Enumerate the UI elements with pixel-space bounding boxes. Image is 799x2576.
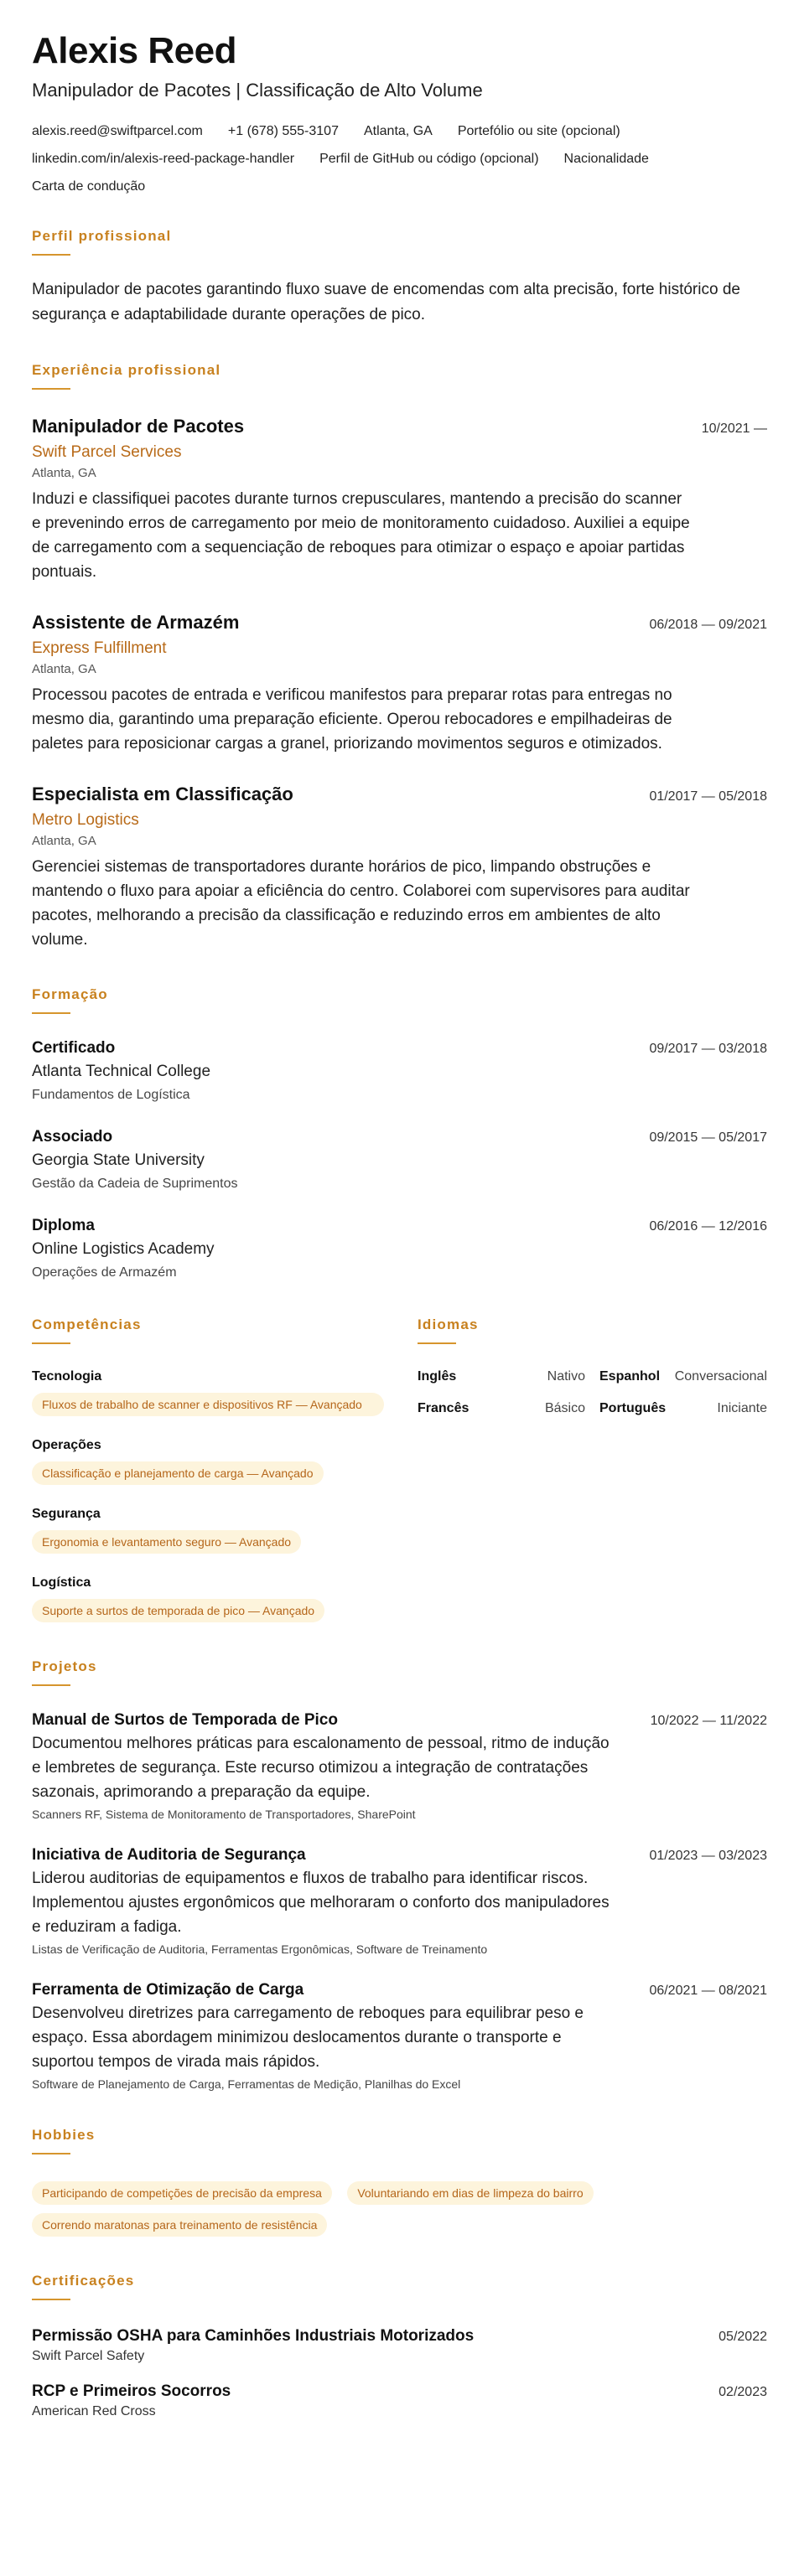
education-school: Georgia State University: [32, 1151, 205, 1169]
section-divider: [32, 1684, 70, 1686]
language-name: Espanhol: [599, 1369, 661, 1384]
certification-name: Permissão OSHA para Caminhões Industriais Motorizados: [32, 2327, 475, 2345]
section-title: Idiomas: [418, 1316, 479, 1332]
project-name: Iniciativa de Auditoria de Segurança: [32, 1846, 306, 1864]
hobbies-list: [32, 2173, 767, 2237]
candidate-headline: Manipulador de Pacotes | Classificação de Alto Volume: [32, 80, 483, 101]
language-level: Conversacional: [674, 1369, 767, 1384]
summary-section: [32, 227, 767, 328]
job-description: Gerenciei sistemas de transportadores durante horários de pico, limpando obstruções e mantendo o fluxo para apoiar a eficiência do centro. Colaborei com supervisores para auditar pacotes, melhorando a precisão da classificação e reduzindo erros em ambientes de alto volume.: [32, 858, 690, 949]
job-location: Atlanta, GA: [32, 466, 96, 480]
contact-linkedin[interactable]: linkedin.com/in/alexis-reed-package-handler: [32, 152, 295, 166]
summary-text: Manipulador de pacotes garantindo fluxo suave de encomendas com alta precisão, forte histórico de segurança e adaptabilidade durante operações de pico.: [32, 281, 740, 323]
contact-info: [32, 117, 767, 200]
skills-languages-row: [32, 1316, 767, 1622]
section-divider: [32, 2299, 70, 2300]
job-description: Processou pacotes de entrada e verificou manifestos para preparar rotas para entregas no mesmo dia, garantindo uma preparação eficiente. Operou rebocadores e empilhadeiras de paletes para reposicionar cargas a granel, priorizando movimentos seguros e otimizados.: [32, 686, 672, 753]
section-title: Hobbies: [32, 2127, 96, 2143]
education-dates: 06/2016 — 12/2016: [649, 1219, 767, 1234]
skill-group: [32, 1575, 418, 1622]
certifications-section: [32, 2272, 767, 2419]
certification-date: 02/2023: [719, 2385, 767, 2399]
job-location: Atlanta, GA: [32, 834, 96, 848]
job-dates: 01/2017 — 05/2018: [649, 789, 767, 804]
job-description: Induzi e classifiquei pacotes durante turnos crepusculares, mantendo a precisão do scanner e prevenindo erros de carregamento por meio de monitoramento cuidadoso. Auxiliei a equipe de carregamento com a sequenciação de reboques para otimizar o espaço e apoiar partidas pontuais.: [32, 490, 690, 581]
project-description: Liderou auditorias de equipamentos e fluxos de trabalho para identificar riscos. Implementou ajustes ergonômicos que melhoraram o conforto dos manipuladores e reduziram a fadiga.: [32, 1870, 610, 1936]
job-title: Especialista em Classificação: [32, 784, 293, 804]
contact-email[interactable]: alexis.reed@swiftparcel.com: [32, 124, 203, 138]
education-dates: 09/2017 — 03/2018: [649, 1042, 767, 1056]
job-title: Assistente de Armazém: [32, 612, 240, 633]
skill-tag: Classificação e planejamento de carga — Avançado: [32, 1461, 324, 1485]
project-description: Desenvolveu diretrizes para carregamento de reboques para equilibrar peso e espaço. Essa abordagem minimizou deslocamentos durante o transporte e suportou tempos de virada mais rápidos.: [32, 2004, 584, 2071]
education-degree: Associado: [32, 1128, 113, 1146]
project-dates: 06/2021 — 08/2021: [649, 1984, 767, 1998]
certification-date: 05/2022: [719, 2330, 767, 2344]
hobby-tag: Voluntariando em dias de limpeza do bairro: [347, 2181, 593, 2205]
contact-github[interactable]: Perfil de GitHub ou código (opcional): [319, 152, 539, 166]
experience-section: [32, 361, 767, 952]
experience-item: [32, 611, 767, 756]
hobby-tag: Participando de competições de precisão da empresa: [32, 2181, 332, 2205]
section-title: Formação: [32, 986, 108, 1002]
project-tools: Listas de Verificação de Auditoria, Ferramentas Ergonômicas, Software de Treinamento: [32, 1942, 488, 1956]
section-divider: [32, 254, 70, 256]
section-divider: [32, 388, 70, 390]
job-location: Atlanta, GA: [32, 662, 96, 676]
job-company: Express Fulfillment: [32, 639, 167, 657]
project-item: [32, 1981, 767, 2091]
languages-row: [418, 1401, 767, 1416]
skill-tag: Suporte a surtos de temporada de pico — Avançado: [32, 1599, 324, 1622]
education-item: [32, 1128, 767, 1192]
section-divider: [32, 1342, 70, 1344]
skill-category: Operações: [32, 1438, 101, 1452]
candidate-name: Alexis Reed: [32, 30, 236, 71]
education-field: Fundamentos de Logística: [32, 1088, 190, 1102]
skills-section: [32, 1316, 418, 1622]
education-item: [32, 1217, 767, 1280]
section-divider: [418, 1342, 456, 1344]
hobby-tag: Correndo maratonas para treinamento de resistência: [32, 2213, 327, 2237]
project-tools: Software de Planejamento de Carga, Ferramentas de Medição, Planilhas do Excel: [32, 2077, 461, 2091]
skill-tag: Ergonomia e levantamento seguro — Avançado: [32, 1530, 301, 1554]
education-dates: 09/2015 — 05/2017: [649, 1130, 767, 1145]
skill-group: [32, 1507, 418, 1554]
project-dates: 01/2023 — 03/2023: [649, 1849, 767, 1863]
certification-issuer: Swift Parcel Safety: [32, 2349, 145, 2363]
certification-issuer: American Red Cross: [32, 2404, 156, 2418]
skill-group: [32, 1438, 418, 1485]
project-tools: Scanners RF, Sistema de Monitoramento de Transportadores, SharePoint: [32, 1808, 416, 1821]
section-divider: [32, 2153, 70, 2154]
projects-section: [32, 1658, 767, 2091]
education-degree: Certificado: [32, 1039, 116, 1057]
certification-item: [32, 2382, 767, 2419]
project-item: [32, 1846, 767, 1956]
language-name: Português: [599, 1401, 667, 1415]
job-company: Swift Parcel Services: [32, 443, 182, 461]
education-field: Gestão da Cadeia de Suprimentos: [32, 1177, 238, 1191]
section-title: Perfil profissional: [32, 228, 172, 244]
project-name: Ferramenta de Otimização de Carga: [32, 1981, 304, 1999]
project-name: Manual de Surtos de Temporada de Pico: [32, 1711, 338, 1729]
contact-location: Atlanta, GA: [363, 124, 433, 138]
languages-section: [418, 1316, 767, 1622]
section-title: Projetos: [32, 1658, 97, 1674]
language-name: Francês: [418, 1401, 470, 1415]
section-title: Experiência profissional: [32, 362, 221, 378]
job-dates: 10/2021 —: [701, 422, 767, 436]
languages-list: [418, 1369, 767, 1416]
job-title: Manipulador de Pacotes: [32, 416, 245, 437]
project-dates: 10/2022 — 11/2022: [650, 1714, 767, 1728]
contact-license: Carta de condução: [32, 179, 146, 194]
contact-portfolio[interactable]: Portefólio ou site (opcional): [457, 124, 620, 138]
job-company: Metro Logistics: [32, 811, 139, 829]
language-level: Nativo: [547, 1369, 585, 1384]
skill-group: [32, 1369, 418, 1416]
hobbies-section: [32, 2126, 767, 2237]
section-title: Competências: [32, 1316, 142, 1332]
education-field: Operações de Armazém: [32, 1265, 177, 1280]
skill-category: Logística: [32, 1575, 91, 1590]
skill-category: Segurança: [32, 1507, 101, 1521]
experience-item: [32, 415, 767, 584]
education-school: Online Logistics Academy: [32, 1240, 215, 1258]
education-item: [32, 1039, 767, 1103]
contact-nationality: Nacionalidade: [563, 152, 649, 166]
education-school: Atlanta Technical College: [32, 1063, 211, 1080]
language-level: Básico: [544, 1401, 585, 1415]
language-name: Inglês: [418, 1369, 457, 1384]
skill-tag: Fluxos de trabalho de scanner e dispositivos RF — Avançado: [32, 1393, 384, 1416]
certification-name: RCP e Primeiros Socorros: [32, 2382, 231, 2400]
education-section: [32, 985, 767, 1280]
project-description: Documentou melhores práticas para escalonamento de pessoal, ritmo de indução e lembretes de segurança. Este recurso otimizou a integração de contratações sazonais, aprimorando a preparação da equipe.: [32, 1735, 610, 1801]
contact-phone[interactable]: +1 (678) 555-3107: [227, 124, 339, 138]
education-degree: Diploma: [32, 1217, 95, 1234]
section-title: Certificações: [32, 2273, 135, 2289]
languages-row: [418, 1369, 767, 1384]
project-item: [32, 1711, 767, 1821]
job-dates: 06/2018 — 09/2021: [649, 618, 767, 632]
section-divider: [32, 1012, 70, 1014]
experience-item: [32, 783, 767, 952]
language-level: Iniciante: [717, 1401, 767, 1415]
certification-item: [32, 2327, 767, 2364]
skill-category: Tecnologia: [32, 1369, 102, 1384]
